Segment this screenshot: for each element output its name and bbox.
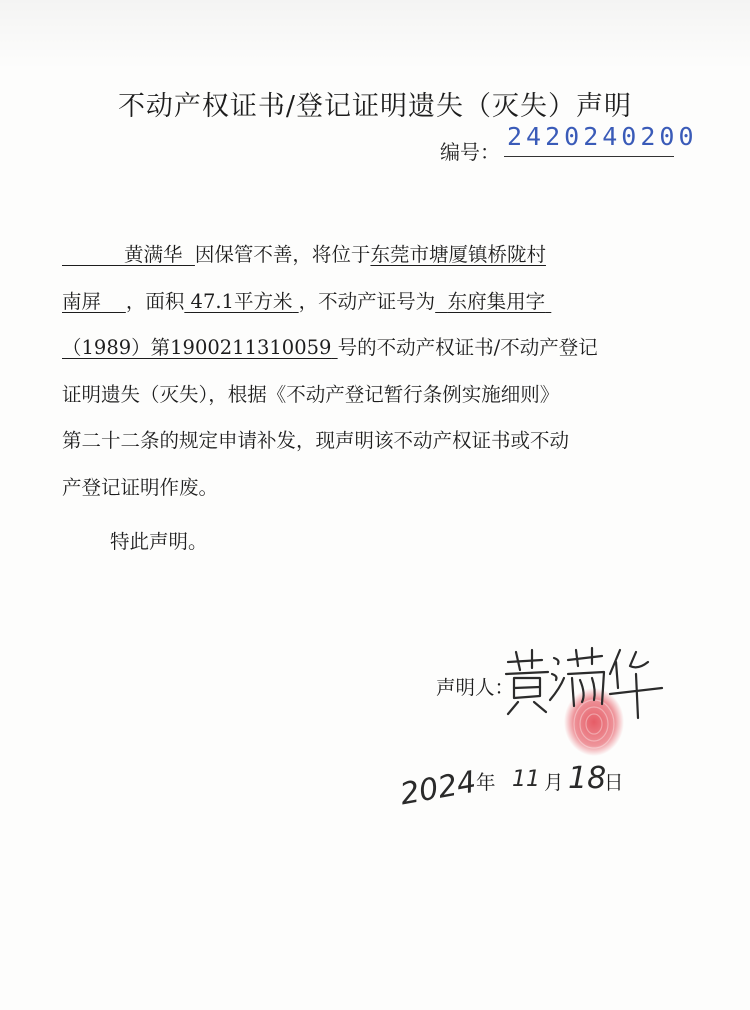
signing-date xyxy=(396,755,656,815)
cert-field xyxy=(435,290,551,313)
body-line-1 xyxy=(62,232,692,279)
serial-number-row xyxy=(440,120,698,164)
scan-shadow xyxy=(0,0,750,70)
body-line-4: 证明遗失（灭失），根据《不动产登记暂行条例实施细则》 xyxy=(62,382,560,406)
body-text: 号的不动产权证书/不动产登记 xyxy=(337,336,598,359)
body-line-5: 第二十二条的规定申请补发，现声明该不动产权证书或不动 xyxy=(62,429,570,452)
declarant-label: 声明人： xyxy=(436,676,515,699)
closing-statement: 特此声明。 xyxy=(110,530,208,553)
location-field: 东莞市塘厦镇桥陇村 xyxy=(370,243,546,266)
serial-label: 编号： xyxy=(440,140,500,164)
area-field xyxy=(184,290,298,313)
owner-name: 黄满华 xyxy=(124,243,183,266)
area-label: ，面积 xyxy=(125,289,185,313)
body-line-3 xyxy=(62,325,692,372)
declarant-block xyxy=(436,660,676,750)
body-text: 因保管不善，将位于 xyxy=(194,243,371,266)
cert-prefix: 东府集用字 xyxy=(447,289,546,313)
body-line-2 xyxy=(62,279,692,326)
cert-field-cont xyxy=(62,336,338,359)
year-handwritten: 2024 xyxy=(397,764,479,813)
document-title: 不动产权证书/登记证明遗失（灭失）声明 xyxy=(117,91,633,122)
year-label: 年 xyxy=(476,771,496,794)
cert-number: （1989）第1900211310059 xyxy=(62,336,332,359)
owner-name-field xyxy=(62,243,195,266)
area-value: 47.1平方米 xyxy=(190,289,293,313)
location-cont: 南屏 xyxy=(62,289,102,313)
cert-label: ，不动产证号为 xyxy=(298,289,436,313)
day-label: 日 xyxy=(604,771,624,794)
location-field-cont xyxy=(62,290,126,313)
body-line-6: 产登记证明作废。 xyxy=(62,475,219,499)
statement-body xyxy=(62,232,692,511)
day-handwritten: 18 xyxy=(568,761,607,796)
handwritten-signature xyxy=(502,644,682,724)
month-handwritten: 11 xyxy=(512,767,540,792)
serial-number: 2420240200 xyxy=(507,122,698,151)
serial-underline xyxy=(504,156,674,157)
month-label: 月 xyxy=(544,771,564,794)
